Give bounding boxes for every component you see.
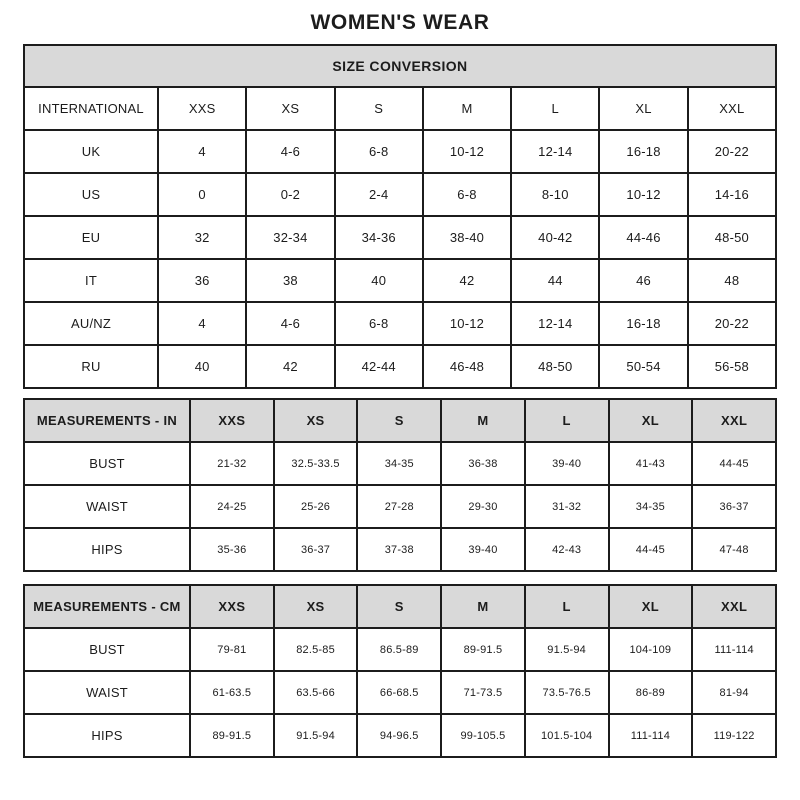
column-header: M (441, 585, 525, 628)
value-cell: 89-91.5 (441, 628, 525, 671)
value-cell: 32.5-33.5 (274, 442, 358, 485)
column-header: S (357, 585, 441, 628)
value-cell: 50-54 (599, 345, 687, 388)
row-label: EU (24, 216, 158, 259)
value-cell: 12-14 (511, 130, 599, 173)
table-row (24, 714, 776, 757)
value-cell: 56-58 (688, 345, 776, 388)
value-cell: 44 (511, 259, 599, 302)
value-cell: 40-42 (511, 216, 599, 259)
column-header: XXL (688, 87, 776, 130)
column-header: L (525, 399, 609, 442)
value-cell: 48-50 (688, 216, 776, 259)
value-cell: 101.5-104 (525, 714, 609, 757)
value-cell: 24-25 (190, 485, 274, 528)
value-cell: 20-22 (688, 302, 776, 345)
value-cell: 42 (246, 345, 334, 388)
row-label: HIPS (24, 528, 190, 571)
value-cell: 66-68.5 (357, 671, 441, 714)
value-cell: 32 (158, 216, 246, 259)
table-row (24, 628, 776, 671)
header-label: MEASUREMENTS - IN (24, 399, 190, 442)
column-header: L (511, 87, 599, 130)
table-row (24, 216, 776, 259)
value-cell: 42 (423, 259, 511, 302)
value-cell: 89-91.5 (190, 714, 274, 757)
value-cell: 10-12 (423, 302, 511, 345)
column-header: XXL (692, 399, 776, 442)
value-cell: 39-40 (441, 528, 525, 571)
value-cell: 14-16 (688, 173, 776, 216)
header-row (24, 585, 776, 628)
row-label: BUST (24, 442, 190, 485)
value-cell: 38-40 (423, 216, 511, 259)
table-row (24, 259, 776, 302)
row-label: HIPS (24, 714, 190, 757)
header-row (24, 87, 776, 130)
value-cell: 0-2 (246, 173, 334, 216)
value-cell: 4 (158, 302, 246, 345)
value-cell: 46 (599, 259, 687, 302)
value-cell: 44-45 (692, 442, 776, 485)
row-label: US (24, 173, 158, 216)
value-cell: 36-37 (692, 485, 776, 528)
value-cell: 48-50 (511, 345, 599, 388)
column-header: XL (599, 87, 687, 130)
column-header: M (441, 399, 525, 442)
value-cell: 10-12 (423, 130, 511, 173)
row-label: UK (24, 130, 158, 173)
value-cell: 0 (158, 173, 246, 216)
value-cell: 94-96.5 (357, 714, 441, 757)
value-cell: 6-8 (335, 130, 423, 173)
value-cell: 32-34 (246, 216, 334, 259)
value-cell: 99-105.5 (441, 714, 525, 757)
row-label: WAIST (24, 485, 190, 528)
value-cell: 86.5-89 (357, 628, 441, 671)
table-title: SIZE CONVERSION (24, 45, 776, 87)
value-cell: 10-12 (599, 173, 687, 216)
value-cell: 111-114 (609, 714, 693, 757)
column-header: XL (609, 399, 693, 442)
table-row (24, 302, 776, 345)
value-cell: 35-36 (190, 528, 274, 571)
value-cell: 61-63.5 (190, 671, 274, 714)
column-header: XXS (158, 87, 246, 130)
value-cell: 42-43 (525, 528, 609, 571)
row-label: IT (24, 259, 158, 302)
value-cell: 21-32 (190, 442, 274, 485)
value-cell: 86-89 (609, 671, 693, 714)
value-cell: 34-35 (609, 485, 693, 528)
value-cell: 81-94 (692, 671, 776, 714)
column-header: XS (246, 87, 334, 130)
value-cell: 6-8 (423, 173, 511, 216)
table-row (24, 345, 776, 388)
column-header: M (423, 87, 511, 130)
value-cell: 4 (158, 130, 246, 173)
row-label: BUST (24, 628, 190, 671)
value-cell: 42-44 (335, 345, 423, 388)
value-cell: 91.5-94 (525, 628, 609, 671)
value-cell: 40 (158, 345, 246, 388)
value-cell: 79-81 (190, 628, 274, 671)
page-title: WOMEN'S WEAR (310, 11, 490, 34)
row-label: AU/NZ (24, 302, 158, 345)
value-cell: 34-36 (335, 216, 423, 259)
value-cell: 2-4 (335, 173, 423, 216)
value-cell: 27-28 (357, 485, 441, 528)
value-cell: 6-8 (335, 302, 423, 345)
value-cell: 44-45 (609, 528, 693, 571)
value-cell: 8-10 (511, 173, 599, 216)
value-cell: 91.5-94 (274, 714, 358, 757)
value-cell: 39-40 (525, 442, 609, 485)
table-row (24, 173, 776, 216)
value-cell: 119-122 (692, 714, 776, 757)
value-cell: 82.5-85 (274, 628, 358, 671)
column-header: S (335, 87, 423, 130)
header-row (24, 399, 776, 442)
measurements-cm-table (23, 584, 777, 758)
column-header: XXS (190, 399, 274, 442)
value-cell: 104-109 (609, 628, 693, 671)
value-cell: 46-48 (423, 345, 511, 388)
value-cell: 36-38 (441, 442, 525, 485)
value-cell: 38 (246, 259, 334, 302)
value-cell: 111-114 (692, 628, 776, 671)
value-cell: 40 (335, 259, 423, 302)
column-header: L (525, 585, 609, 628)
column-header: S (357, 399, 441, 442)
value-cell: 71-73.5 (441, 671, 525, 714)
value-cell: 4-6 (246, 130, 334, 173)
size-conversion-table (23, 44, 777, 389)
value-cell: 36 (158, 259, 246, 302)
value-cell: 41-43 (609, 442, 693, 485)
value-cell: 48 (688, 259, 776, 302)
column-header: XS (274, 399, 358, 442)
value-cell: 36-37 (274, 528, 358, 571)
value-cell: 12-14 (511, 302, 599, 345)
value-cell: 25-26 (274, 485, 358, 528)
row-label: WAIST (24, 671, 190, 714)
value-cell: 47-48 (692, 528, 776, 571)
table-row (24, 528, 776, 571)
header-label: INTERNATIONAL (24, 87, 158, 130)
table-row (24, 442, 776, 485)
value-cell: 16-18 (599, 130, 687, 173)
row-label: RU (24, 345, 158, 388)
value-cell: 63.5-66 (274, 671, 358, 714)
column-header: XL (609, 585, 693, 628)
value-cell: 34-35 (357, 442, 441, 485)
value-cell: 73.5-76.5 (525, 671, 609, 714)
measurements-in-table (23, 398, 777, 572)
table-row (24, 671, 776, 714)
value-cell: 16-18 (599, 302, 687, 345)
table-banner-row (24, 45, 776, 87)
column-header: XXS (190, 585, 274, 628)
value-cell: 20-22 (688, 130, 776, 173)
value-cell: 31-32 (525, 485, 609, 528)
column-header: XS (274, 585, 358, 628)
table-row (24, 485, 776, 528)
value-cell: 37-38 (357, 528, 441, 571)
value-cell: 44-46 (599, 216, 687, 259)
value-cell: 29-30 (441, 485, 525, 528)
table-row (24, 130, 776, 173)
column-header: XXL (692, 585, 776, 628)
header-label: MEASUREMENTS - CM (24, 585, 190, 628)
value-cell: 4-6 (246, 302, 334, 345)
